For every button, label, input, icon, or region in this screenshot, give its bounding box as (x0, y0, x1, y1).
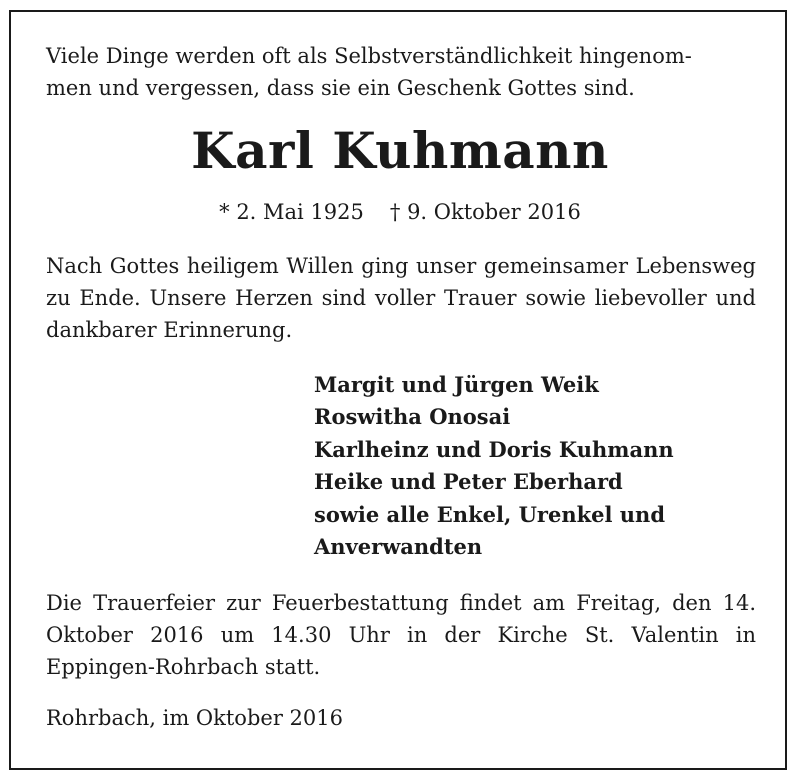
life-dates (0, 196, 800, 228)
intro-verse-line-2: men und vergessen, dass sie ein Geschenk Gottes sind. (46, 76, 635, 100)
mourner-entry: sowie alle Enkel, Urenkel und (314, 501, 666, 527)
mourner-entry: Anverwandten (314, 534, 483, 560)
deceased-name: Karl Kuhmann (191, 121, 609, 180)
mourner-entry: Heike und Peter Eberhard (314, 469, 623, 495)
intro-verse (46, 40, 756, 104)
mourners-list (314, 369, 674, 563)
birth-date: * 2. Mai 1925 (219, 200, 364, 224)
intro-verse-line-1: Viele Dinge werden oft als Selbstverständlichkeit hingenom- (46, 44, 692, 68)
mourner-entry: Karlheinz und Doris Kuhmann (314, 436, 674, 462)
ceremony-info: Die Trauerfeier zur Feuerbestattung findet am Freitag, den 14. Oktober 2016 um 14.30 Uhr in der Kirche St. Valentin in Eppingen-Rohrbach statt. (46, 591, 756, 679)
mourner-entry: Margit und Jürgen Weik (314, 372, 599, 397)
place-and-date: Rohrbach, im Oktober 2016 (46, 706, 343, 730)
death-date: † 9. Oktober 2016 (389, 200, 581, 224)
mourning-text: Nach Gottes heiligem Willen ging unser gemeinsamer Lebensweg zu Ende. Unsere Herzen sind voller Trauer sowie liebevoller und dankbarer Erinnerung. (46, 254, 756, 342)
mourner-entry: Roswitha Onosai (314, 404, 511, 430)
